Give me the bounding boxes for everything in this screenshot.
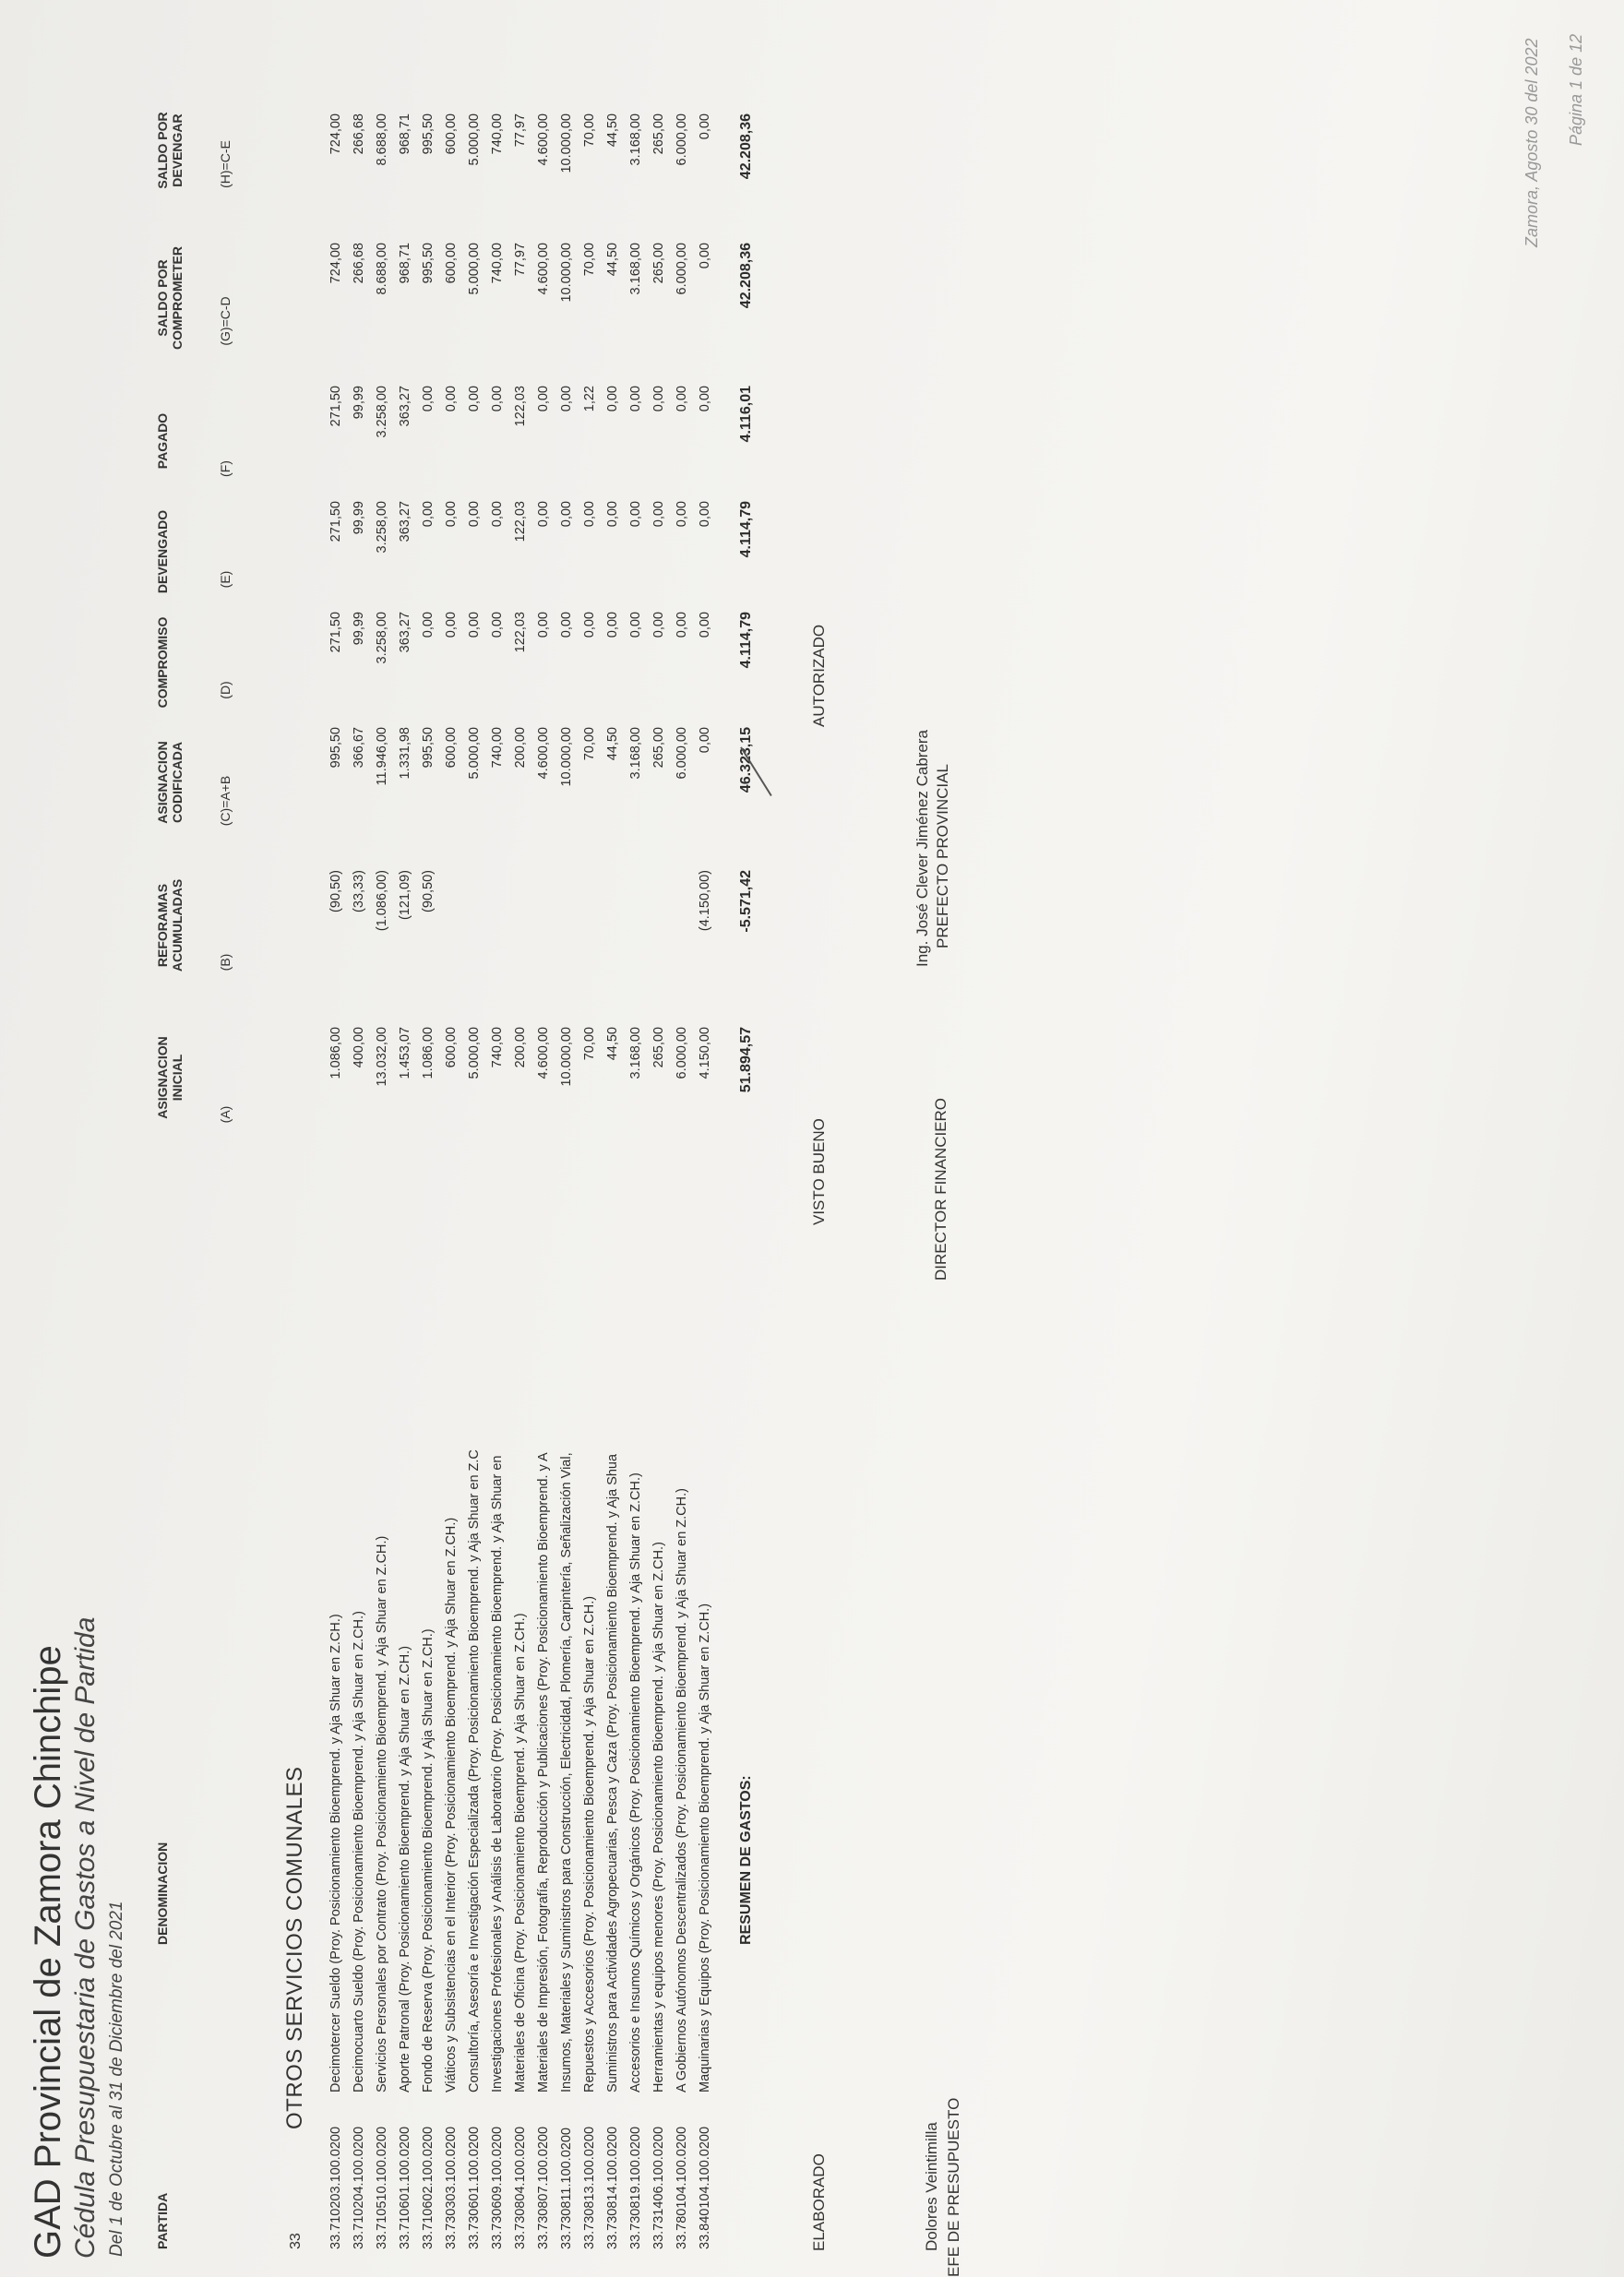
cell-compromiso: 0,00 (628, 612, 643, 638)
cell-compromiso: 0,00 (605, 612, 620, 638)
cell-devengado: 0,00 (605, 501, 620, 528)
cell-saldo-dev: 265,00 (651, 113, 666, 155)
cell-saldo-comp: 44,50 (605, 243, 620, 277)
cell-devengado: 0,00 (444, 501, 459, 528)
cell-reformas: (90,50) (421, 870, 436, 912)
cell-codificada: 44,50 (605, 727, 620, 761)
cell-compromiso: 0,00 (651, 612, 666, 638)
cell-saldo-comp: 70,00 (582, 243, 597, 277)
cell-saldo-dev: 0,00 (698, 113, 712, 140)
cell-denominacion: Suministros para Actividades Agropecuarias, Pesca y Caza (Proy. Posicionamiento Bioemprend. y Aja Shua (605, 1453, 620, 2092)
cell-saldo-dev: 44,50 (605, 113, 620, 148)
table-row (421, 63, 440, 2277)
report-title: GAD Provincial de Zamora Chinchipe (28, 1645, 68, 2259)
cell-inicial: 3.168,00 (628, 1027, 643, 1079)
cell-devengado: 0,00 (651, 501, 666, 528)
col-reformas: REFORAMAS ACUMULADAS (155, 878, 185, 972)
cell-inicial: 13.032,00 (375, 1027, 389, 1087)
cell-partida: 33.710601.100.0200 (398, 2126, 412, 2249)
section-number: 33 (288, 2233, 304, 2249)
cell-codificada: 5.000,00 (467, 727, 482, 780)
page-number: Página 1 de 12 (1567, 33, 1585, 146)
cell-saldo-comp: 724,00 (328, 243, 343, 284)
place-date: Zamora, Agosto 30 del 2022 (1522, 38, 1541, 247)
cell-denominacion: Servicios Personales por Contrato (Proy. Posicionamiento Bioemprend. y Aja Shuar en Z.CH.) (375, 1535, 389, 2092)
cell-devengado: 271,50 (328, 501, 343, 542)
table-row (675, 63, 694, 2277)
cell-inicial: 600,00 (444, 1027, 459, 1068)
cell-compromiso: 122,03 (513, 612, 528, 653)
cell-codificada: 4.600,00 (536, 727, 551, 780)
cell-codificada: 6.000,00 (675, 727, 689, 780)
table-row (651, 63, 671, 2277)
cell-pagado: 0,00 (444, 386, 459, 412)
cell-pagado: 363,27 (398, 386, 412, 427)
cell-inicial: 6.000,00 (675, 1027, 689, 1079)
cell-partida: 33.730811.100.0200 (559, 2128, 574, 2249)
cell-saldo-dev: 70,00 (582, 113, 597, 148)
cell-saldo-comp: 600,00 (444, 243, 459, 284)
cell-codificada: 0,00 (698, 727, 712, 754)
cell-compromiso: 0,00 (582, 612, 597, 638)
cell-saldo-comp: 3.168,00 (628, 243, 643, 295)
cell-devengado: 0,00 (582, 501, 597, 528)
col-saldo-devengar: SALDO POR DEVENGAR (155, 112, 185, 189)
cell-compromiso: 99,99 (352, 612, 366, 646)
cell-partida: 33.730609.100.0200 (490, 2126, 505, 2249)
table-row (559, 63, 579, 2277)
cell-saldo-comp: 968,71 (398, 243, 412, 284)
cell-codificada: 995,50 (421, 727, 436, 769)
code-a: (A) (218, 1105, 233, 1124)
cell-denominacion: Decimotercer Sueldo (Proy. Posicionamiento Bioemprend. y Aja Shuar en Z.CH.) (328, 1614, 343, 2092)
cell-reformas: (121,09) (398, 870, 412, 921)
total-inicial: 51.894,57 (738, 1027, 754, 1093)
total-codificada: 46.323,15 (738, 727, 754, 793)
cell-saldo-comp: 0,00 (698, 243, 712, 269)
code-b: (B) (218, 953, 233, 972)
cell-saldo-dev: 10.000,00 (559, 113, 574, 173)
table-row (375, 63, 394, 2277)
code-d: (D) (218, 681, 233, 699)
cell-codificada: 366,67 (352, 727, 366, 769)
elaborado-name: Dolores Veintimilla (923, 2122, 940, 2251)
totals-row (738, 63, 758, 2277)
cell-denominacion: Aporte Patronal (Proy. Posicionamiento Bioemprend. y Aja Shuar en Z.CH.) (398, 1645, 412, 2092)
cell-inicial: 1.453,07 (398, 1027, 412, 1079)
section-title: OTROS SERVICIOS COMUNALES (282, 1766, 307, 2129)
totals-label: RESUMEN DE GASTOS: (738, 1775, 754, 1945)
cell-partida: 33.730303.100.0200 (444, 2126, 459, 2249)
visto-role: DIRECTOR FINANCIERO (932, 1097, 949, 1281)
table-row (444, 63, 463, 2277)
total-reformas: -5.571,42 (738, 870, 754, 933)
cell-pagado: 122,03 (513, 386, 528, 427)
cell-denominacion: Repuestos y Accesorios (Proy. Posicionamiento Bioemprend. y Aja Shuar en Z.CH.) (582, 1595, 597, 2092)
cell-inicial: 4.150,00 (698, 1027, 712, 1079)
cell-partida: 33.730814.100.0200 (605, 2126, 620, 2249)
cell-pagado: 1,22 (582, 386, 597, 412)
cell-pagado: 99,99 (352, 386, 366, 420)
code-g: (G)=C-D (218, 296, 233, 346)
table-row (398, 63, 417, 2277)
col-devengado: DEVENGADO (155, 509, 170, 594)
cell-saldo-dev: 968,71 (398, 113, 412, 155)
budget-table (328, 63, 716, 2277)
cell-saldo-dev: 77,97 (513, 113, 528, 148)
code-c: (C)=A+B (218, 775, 233, 827)
col-asignacion-inicial: ASIGNACION INICIAL (155, 1036, 185, 1119)
cell-compromiso: 0,00 (421, 612, 436, 638)
cell-saldo-dev: 995,50 (421, 113, 436, 155)
col-saldo-comprometer: SALDO POR COMPROMETER (155, 246, 185, 350)
table-row (490, 63, 509, 2277)
cell-saldo-comp: 10.000,00 (559, 243, 574, 303)
cell-partida: 33.710203.100.0200 (328, 2126, 343, 2249)
cell-compromiso: 0,00 (490, 612, 505, 638)
cell-compromiso: 363,27 (398, 612, 412, 653)
cell-pagado: 3.258,00 (375, 386, 389, 438)
cell-saldo-dev: 740,00 (490, 113, 505, 155)
cell-saldo-dev: 724,00 (328, 113, 343, 155)
cell-denominacion: Decimocuarto Sueldo (Proy. Posicionamiento Bioemprend. y Aja Shuar en Z.CH.) (352, 1611, 366, 2092)
cell-compromiso: 0,00 (467, 612, 482, 638)
cell-inicial: 4.600,00 (536, 1027, 551, 1079)
elaborado-role: EFE DE PRESUPUESTO (945, 2097, 962, 2277)
cell-reformas: (33,33) (352, 870, 366, 912)
cell-inicial: 5.000,00 (467, 1027, 482, 1079)
cell-denominacion: Herramientas y equipos menores (Proy. Posicionamiento Bioemprend. y Aja Shuar en Z.CH.) (651, 1542, 666, 2092)
total-devengado: 4.114,79 (738, 501, 754, 558)
table-row (352, 63, 371, 2277)
cell-pagado: 0,00 (467, 386, 482, 412)
cell-partida: 33.730819.100.0200 (628, 2126, 643, 2249)
cell-devengado: 0,00 (675, 501, 689, 528)
cell-inicial: 70,00 (582, 1027, 597, 1061)
cell-partida: 33.780104.100.0200 (675, 2126, 689, 2249)
table-row (698, 63, 717, 2277)
cell-compromiso: 0,00 (698, 612, 712, 638)
cell-denominacion: Accesorios e Insumos Químicos y Orgánicos (Proy. Posicionamiento Bioemprend. y Aja Shuar en Z.CH.) (628, 1472, 643, 2092)
cell-pagado: 271,50 (328, 386, 343, 427)
cell-pagado: 0,00 (698, 386, 712, 412)
cell-devengado: 363,27 (398, 501, 412, 542)
cell-inicial: 1.086,00 (328, 1027, 343, 1079)
report-subtitle: Cédula Presupuestaria de Gastos a Nivel de Partida (70, 1616, 101, 2259)
cell-codificada: 3.168,00 (628, 727, 643, 780)
total-saldo-comprometer: 42.208,36 (738, 243, 754, 309)
code-e: (E) (218, 570, 233, 589)
cell-denominacion: Materiales de Oficina (Proy. Posicionamiento Bioemprend. y Aja Shuar en Z.CH.) (513, 1613, 528, 2092)
cell-inicial: 740,00 (490, 1027, 505, 1068)
cell-codificada: 265,00 (651, 727, 666, 769)
total-compromiso: 4.114,79 (738, 612, 754, 669)
cell-partida: 33.710602.100.0200 (421, 2126, 436, 2249)
cell-devengado: 0,00 (628, 501, 643, 528)
cell-reformas: (4.150,00) (698, 870, 712, 932)
cell-compromiso: 0,00 (675, 612, 689, 638)
cell-denominacion: Insumos, Materiales y Suministros para Construcción, Electricidad, Plomería, Carpintería, Señalización Vial, (559, 1452, 574, 2092)
cell-devengado: 0,00 (536, 501, 551, 528)
cell-denominacion: Maquinarias y Equipos (Proy. Posicionamiento Bioemprend. y Aja Shuar en Z.CH.) (698, 1603, 712, 2092)
cell-partida: 33.730813.100.0200 (582, 2126, 597, 2249)
sig-visto-bueno: VISTO BUENO (810, 1118, 828, 1225)
col-partida: PARTIDA (155, 2192, 170, 2249)
table-row (628, 63, 648, 2277)
table-row (467, 63, 486, 2277)
cell-codificada: 10.000,00 (559, 727, 574, 787)
total-pagado: 4.116,01 (738, 386, 754, 443)
cell-partida: 33.710204.100.0200 (352, 2126, 366, 2249)
table-row (605, 63, 625, 2277)
cell-saldo-comp: 8.688,00 (375, 243, 389, 295)
cell-compromiso: 271,50 (328, 612, 343, 653)
cell-pagado: 0,00 (490, 386, 505, 412)
cell-saldo-dev: 266,68 (352, 113, 366, 155)
cell-inicial: 44,50 (605, 1027, 620, 1061)
cell-partida: 33.730601.100.0200 (467, 2126, 482, 2249)
col-denominacion: DENOMINACION (155, 1842, 170, 1945)
sig-elaborado: ELABORADO (810, 2153, 828, 2251)
cell-saldo-comp: 77,97 (513, 243, 528, 277)
cell-devengado: 0,00 (467, 501, 482, 528)
cell-denominacion: Fondo de Reserva (Proy. Posicionamiento Bioemprend. y Aja Shuar en Z.CH.) (421, 1628, 436, 2092)
cell-compromiso: 0,00 (444, 612, 459, 638)
table-row (328, 63, 348, 2277)
table-row (513, 63, 532, 2277)
cell-saldo-comp: 995,50 (421, 243, 436, 284)
cell-reformas: (1.086,00) (375, 870, 389, 932)
cell-devengado: 0,00 (698, 501, 712, 528)
cell-codificada: 740,00 (490, 727, 505, 769)
table-row (582, 63, 602, 2277)
cell-denominacion: Materiales de Impresión, Fotografía, Reproducción y Publicaciones (Proy. Posicionamiento Bioemprend. y A (536, 1452, 551, 2092)
cell-compromiso: 0,00 (559, 612, 574, 638)
cell-devengado: 3.258,00 (375, 501, 389, 554)
cell-partida: 33.731406.100.0200 (651, 2126, 666, 2249)
cell-saldo-dev: 3.168,00 (628, 113, 643, 166)
cell-codificada: 995,50 (328, 727, 343, 769)
cell-inicial: 265,00 (651, 1027, 666, 1068)
cell-pagado: 0,00 (536, 386, 551, 412)
code-f: (F) (218, 460, 233, 477)
cell-saldo-dev: 4.600,00 (536, 113, 551, 166)
cell-denominacion: Viáticos y Subsistencias en el Interior (Proy. Posicionamiento Bioemprend. y Aja Shuar en Z.CH.) (444, 1517, 459, 2092)
cell-saldo-comp: 740,00 (490, 243, 505, 284)
cell-inicial: 200,00 (513, 1027, 528, 1068)
cell-devengado: 0,00 (421, 501, 436, 528)
cell-denominacion: Consultoría, Asesoría e Investigación Especializada (Proy. Posicionamiento Bioemprend. y Aja Shuar en Z.C (467, 1449, 482, 2092)
cell-partida: 33.710510.100.0200 (375, 2126, 389, 2249)
cell-partida: 33.730807.100.0200 (536, 2126, 551, 2249)
cell-codificada: 200,00 (513, 727, 528, 769)
cell-partida: 33.840104.100.0200 (698, 2126, 712, 2249)
table-row (536, 63, 555, 2277)
cell-codificada: 1.331,98 (398, 727, 412, 780)
autorizado-name: Ing. José Clever Jiménez Cabrera (914, 729, 931, 967)
cell-codificada: 600,00 (444, 727, 459, 769)
cell-devengado: 0,00 (559, 501, 574, 528)
cell-partida: 33.730804.100.0200 (513, 2126, 528, 2249)
cell-denominacion: Investigaciones Profesionales y Análisis de Laboratorio (Proy. Posicionamiento Bioemprend. y Aja Shuar en (490, 1455, 505, 2092)
cell-saldo-comp: 265,00 (651, 243, 666, 284)
cell-inicial: 400,00 (352, 1027, 366, 1068)
cell-saldo-dev: 6.000,00 (675, 113, 689, 166)
cell-pagado: 0,00 (605, 386, 620, 412)
cell-reformas: (90,50) (328, 870, 343, 912)
cell-pagado: 0,00 (559, 386, 574, 412)
cell-inicial: 10.000,00 (559, 1027, 574, 1087)
sig-autorizado: AUTORIZADO (810, 624, 828, 727)
cell-compromiso: 0,00 (536, 612, 551, 638)
cell-saldo-dev: 5.000,00 (467, 113, 482, 166)
cell-saldo-dev: 8.688,00 (375, 113, 389, 166)
total-saldo-devengar: 42.208,36 (738, 113, 754, 180)
cell-devengado: 99,99 (352, 501, 366, 535)
cell-compromiso: 3.258,00 (375, 612, 389, 664)
date-range: Del 1 de Octubre al 31 de Diciembre del 2021 (107, 1901, 126, 2257)
cell-saldo-comp: 6.000,00 (675, 243, 689, 295)
autorizado-role: PREFECTO PROVINCIAL (934, 764, 951, 948)
col-asignacion-codificada: ASIGNACION CODIFICADA (155, 741, 185, 824)
cell-saldo-comp: 4.600,00 (536, 243, 551, 295)
cell-pagado: 0,00 (421, 386, 436, 412)
cell-devengado: 122,03 (513, 501, 528, 542)
cell-saldo-comp: 266,68 (352, 243, 366, 284)
cell-pagado: 0,00 (628, 386, 643, 412)
cell-inicial: 1.086,00 (421, 1027, 436, 1079)
cell-codificada: 11.946,00 (375, 727, 389, 786)
cell-saldo-dev: 600,00 (444, 113, 459, 155)
cell-codificada: 70,00 (582, 727, 597, 761)
cell-devengado: 0,00 (490, 501, 505, 528)
col-pagado: PAGADO (155, 412, 170, 470)
cell-pagado: 0,00 (651, 386, 666, 412)
code-h: (H)=C-E (218, 140, 233, 188)
col-compromiso: COMPROMISO (155, 616, 170, 709)
cell-saldo-comp: 5.000,00 (467, 243, 482, 295)
cell-pagado: 0,00 (675, 386, 689, 412)
cell-denominacion: A Gobiernos Autónomos Descentralizados (Proy. Posicionamiento Bioemprend. y Aja Shuar en Z.CH.) (675, 1488, 689, 2092)
